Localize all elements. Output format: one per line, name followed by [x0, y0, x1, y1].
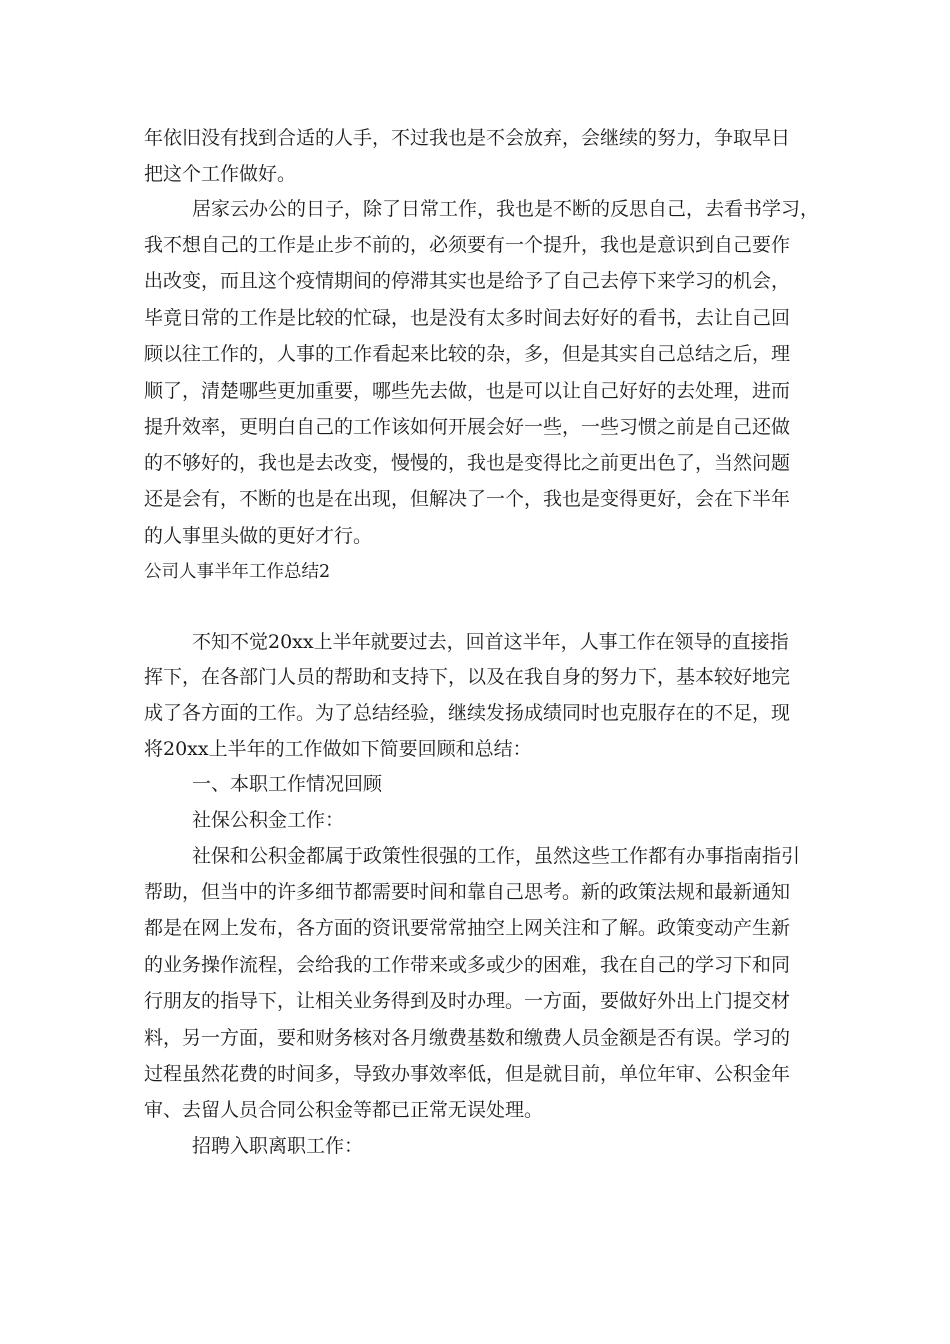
- paragraph-line: 的不够好的，我也是去改变，慢慢的，我也是变得比之前更出色了，当然问题: [144, 452, 791, 474]
- paragraph-line: 还是会有，不断的也是在出现，但解决了一个，我也是变得更好，会在下半年: [144, 488, 791, 510]
- paragraph-line: 帮助，但当中的许多细节都需要时间和靠自己思考。新的政策法规和最新通知: [144, 881, 791, 903]
- paragraph-line: 顾以往工作的，人事的工作看起来比较的杂，多，但是其实自己总结之后，理: [144, 343, 791, 365]
- paragraph-line: 过程虽然花费的时间多，导致办事效率低，但是就目前，单位年审、公积金年: [144, 1063, 791, 1085]
- paragraph-line: 顺了，清楚哪些更加重要，哪些先去做，也是可以让自己好好的去处理，进而: [144, 380, 791, 402]
- paragraph-line: 将20xx上半年的工作做如下简要回顾和总结：: [144, 738, 532, 760]
- paragraph-line: 年依旧没有找到合适的人手，不过我也是不会放弃，会继续的努力，争取早日: [144, 127, 791, 149]
- paragraph-line: 挥下，在各部门人员的帮助和支持下，以及在我自身的努力下，基本较好地完: [144, 666, 791, 688]
- paragraph-line: 审、去留人员合同公积金等都已正常无误处理。: [144, 1099, 544, 1121]
- paragraph-line: 行朋友的指导下，让相关业务得到及时办理。一方面，要做好外出上门提交材: [144, 990, 791, 1012]
- paragraph-line: 的业务操作流程，会给我的工作带来或多或少的困难，我在自己的学习下和同: [144, 954, 791, 976]
- paragraph-line: 出改变，而且这个疫情期间的停滞其实也是给予了自己去停下来学习的机会，: [144, 270, 791, 292]
- paragraph-line: 把这个工作做好。: [144, 163, 297, 185]
- subsection-heading: 一、本职工作情况回顾: [192, 773, 383, 795]
- paragraph-line: 社保和公积金都属于政策性很强的工作，虽然这些工作都有办事指南指引: [192, 845, 801, 867]
- paragraph-line: 料，另一方面，要和财务核对各月缴费基数和缴费人员金额是否有误。学习的: [144, 1027, 791, 1049]
- paragraph-line: 的人事里头做的更好才行。: [144, 525, 373, 547]
- paragraph-line: 居家云办公的日子，除了日常工作，我也是不断的反思自己，去看书学习，: [192, 198, 820, 220]
- subsection-heading: 社保公积金工作：: [192, 809, 345, 831]
- paragraph-line: 我不想自己的工作是止步不前的，必须要有一个提升，我也是意识到自己要作: [144, 234, 791, 256]
- paragraph-line: 成了各方面的工作。为了总结经验，继续发扬成绩同时也克服存在的不足，现: [144, 702, 791, 724]
- subsection-heading: 招聘入职离职工作：: [192, 1135, 364, 1157]
- paragraph-line: 都是在网上发布，各方面的资讯要常常抽空上网关注和了解。政策变动产生新: [144, 917, 791, 939]
- paragraph-line: 不知不觉20xx上半年就要过去，回首这半年，人事工作在领导的直接指: [192, 631, 789, 653]
- paragraph-line: 毕竟日常的工作是比较的忙碌，也是没有太多时间去好好的看书，去让自己回: [144, 307, 791, 329]
- section-title: 公司人事半年工作总结2: [144, 562, 331, 582]
- paragraph-line: 提升效率，更明白自己的工作该如何开展会好一些，一些习惯之前是自己还做: [144, 416, 791, 438]
